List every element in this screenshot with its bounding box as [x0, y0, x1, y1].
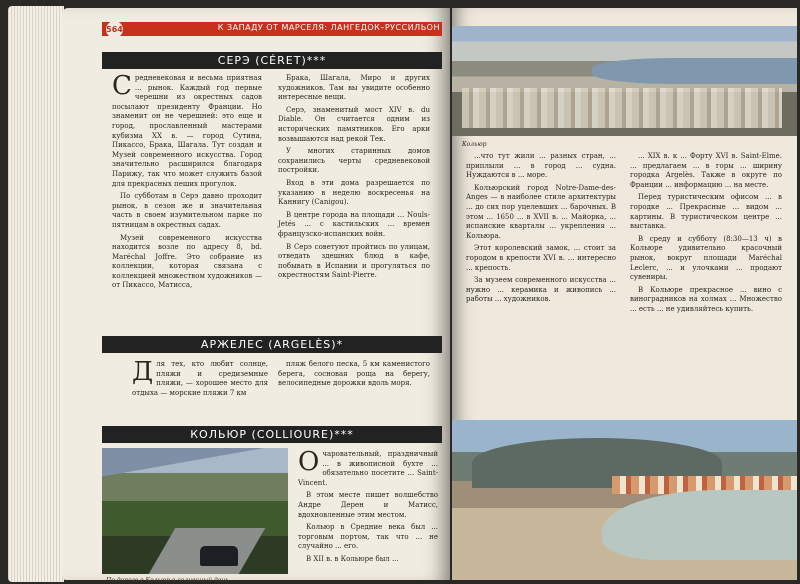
paragraph: ...что тут жили ... разных стран, ... приплыли ... в город ... судна. Нуждаются в ... море.	[466, 152, 616, 180]
argeles-column-2	[278, 360, 430, 410]
photo-caption: По дороге в Кольюр в солнечный день	[106, 577, 229, 584]
photo-collioure-harbor	[452, 26, 797, 136]
paragraph: В Серэ советуют пройтись по улицам, отведать здешних блюд в кафе, побывать в Испании и прогуляться по окрестностям Saint-Pierre.	[278, 242, 430, 280]
paragraph: Для тех, кто любит солнце, пляжи и средиземные пляжи, — хорошее место для отдыха — морские пляжи 7 км	[132, 357, 268, 397]
running-head: К ЗАПАДУ ОТ МАРСЕЛЯ: ЛАНГЕДОК–РУССИЛЬОН	[217, 23, 440, 32]
town-shape	[462, 88, 782, 128]
ceret-column-1	[112, 71, 262, 332]
bay-shape	[592, 58, 797, 84]
paragraph: За музеем современного искусства ... нужно ... керамика и живопись ... работы ... художников.	[466, 276, 616, 304]
paragraph: Серэ, знаменитый мост XIV в. du Diable. Он считается одним из исторических памятников. Его арки возвышаются над рекой Тек.	[278, 105, 430, 143]
paragraph: В центре города на площади ... Nouls-Jetés ... с кастильских ... времен французско-испанских войн.	[278, 210, 430, 238]
sea-shape	[602, 490, 797, 560]
photo-argeles-beach	[452, 420, 797, 580]
paragraph: В этом месте пишет волшебство Андре Дерен и Матисс, вдохновленные этим местом.	[298, 491, 438, 519]
book-page-edges	[8, 6, 64, 582]
paragraph: Вход в эти дома разрешается по указанию в неделю воскресенья на Каннигу (Canigou).	[278, 178, 430, 207]
right-column-1	[466, 152, 616, 414]
paragraph: Очаровательный, праздничный ... в живописной бухте ... обязательно посетите ... Saint-Vincent.	[298, 447, 438, 487]
paragraph: Перед туристическим офисом ... в городке ... Прекрасные ... видом ... картины. В туристическом центре ... выставка.	[630, 193, 782, 231]
right-page	[452, 8, 797, 580]
paragraph: В Кольюре прекрасное ... вино с виноградников на холмах ... Множество ... есть ... не удивляйтесь купить.	[630, 285, 782, 313]
left-page	[62, 8, 450, 584]
photo-road-to-collioure	[102, 448, 288, 574]
paragraph: Брака, Шагала, Миро и других художников. Там вы увидите особенно интересные вещи.	[278, 74, 430, 102]
paragraph: В XII в. в Кольюре был ...	[306, 554, 399, 563]
argeles-column-1	[132, 357, 268, 410]
paragraph: Музей современного искусства находится возле по адресу 8, bd. Maréchal Joffre. Это собрание из коллекции, которая связана с коллекцией множеством художников — от Пикассо, Матисса,	[112, 233, 262, 290]
dropcap: Д	[132, 357, 154, 387]
page-number: 564	[106, 21, 123, 38]
dropcap: С	[112, 71, 132, 101]
harbor-caption: Кольюр	[462, 141, 487, 148]
ceret-column-2	[278, 74, 430, 332]
dropcap: О	[298, 447, 320, 477]
car-shape	[200, 546, 238, 566]
paragraph: Этот королевский замок, ... стоит за городом в крепости XVI в. ... интересно ... крепость.	[466, 244, 616, 272]
section-title-ceret: СЕРЭ (CÉRET)***	[102, 52, 442, 69]
section-title-collioure: КОЛЬЮР (COLLIOURE)***	[102, 426, 442, 443]
paragraph: По субботам в Серэ давно проходит рынок, в сезон же и значительная часть в своем изумительном парке по пятницам в окрестных садах.	[112, 192, 262, 229]
paragraph: Кольюр в Средние века был ... торговым портом, так что ... не случайно ... его.	[298, 523, 438, 551]
paragraph: пляж белого песка, 5 км каменистого берега, сосновая роща на берегу, велосипедные дорожки вдоль моря.	[278, 360, 430, 388]
collioure-column	[298, 447, 438, 578]
paragraph: ... XIX в. к ... Форту XVI в. Saint-Elme. ... предлагаем ... в горы ... ширину городка Argelès. Также в округе по Франции ... информацию ... на месте.	[630, 152, 782, 189]
paragraph: Средневековая и весьма приятная ... рынок. Каждый год первые черешни из окрестных садов посылают президенту Франции. Но знаменит он не черешней: это еще и город, прославленный мастерами кубизма XX в. — город Сутина, Пикассо, Брака, Шагала. Тут создан и Музей современного искусства. Город значительно расширился благодаря Парижу, так что может служить базой для прекрасных пеших прогулок.	[112, 71, 262, 188]
paragraph: Кольюрский город Notre-Dame-des-Anges — в наиболее стиле архитектуры ... до сих пор уцелевших ... барочных. В этом ... 1650 ... в XVII в. ... Майорка, ... испанские кварталы ... укрепления ... Кольюра.	[466, 183, 616, 240]
paragraph: У многих старинных домов сохранились черты средневековой постройки.	[278, 147, 430, 175]
paragraph: В среду и субботу (8:30—13 ч) в Кольюре удивительно красочный рынок, вокруг площади Maréchal Leclerc, ... и улочками ... продают сувениры.	[630, 234, 782, 282]
right-column-2	[630, 152, 782, 414]
section-title-argeles: АРЖЕЛЕС (ARGELÈS)*	[102, 336, 442, 353]
